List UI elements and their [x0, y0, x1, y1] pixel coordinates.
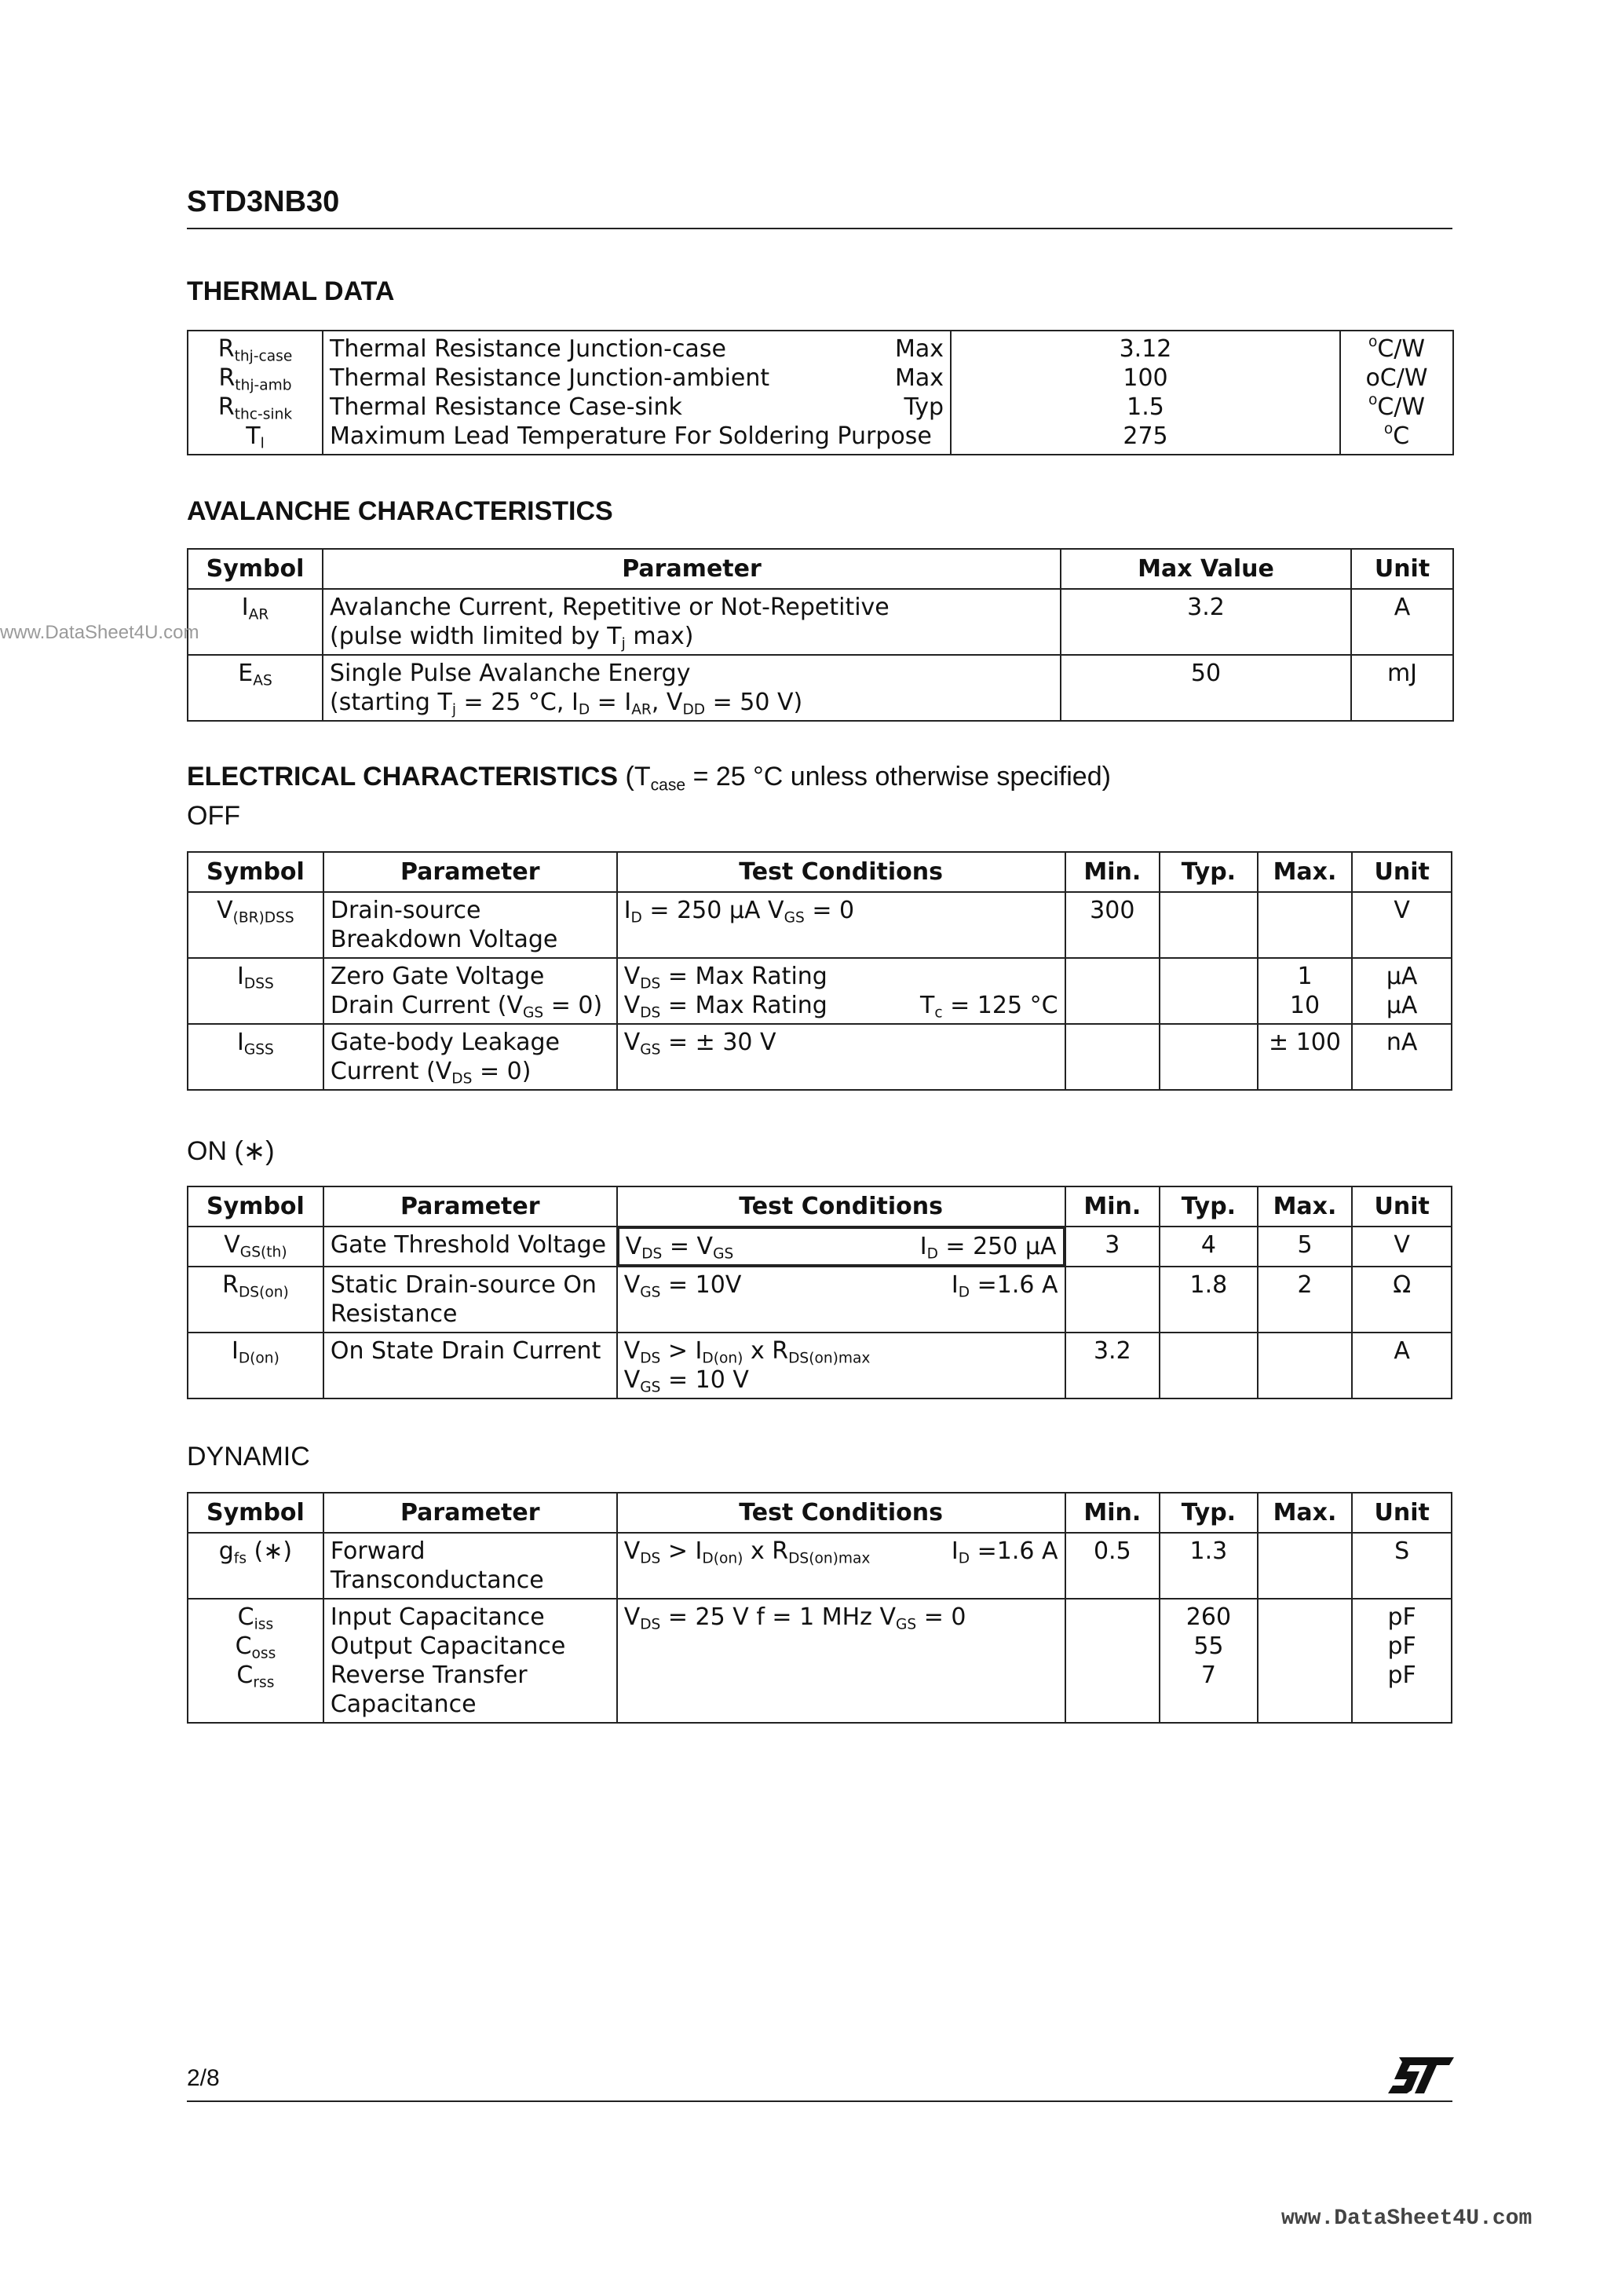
footer-divider [187, 2100, 1452, 2102]
electrical-title: ELECTRICAL CHARACTERISTICS ($T_{case} = 25$ °C unless otherwise specified) [187, 762, 1111, 795]
avalanche-title: AVALANCHE CHARACTERISTICS [187, 496, 613, 526]
dynamic-title: DYNAMIC [187, 1442, 310, 1472]
off-title: OFF [187, 801, 240, 831]
thermal-units-cell: $^o$C/W oC/W $^o$C/W $^o$C [1340, 331, 1453, 455]
table-header-row: Symbol Parameter Max Value Unit [188, 549, 1453, 589]
on-title: ON (∗) [187, 1136, 275, 1166]
header-divider [187, 228, 1452, 229]
thermal-symbols-cell: $R_{thj-case}$ $R_{thj-amb}$ $R_{thc-sink}$ $T_l$ [188, 331, 323, 455]
page-number: 2/8 [187, 2065, 220, 2091]
table-row: $I_{D(on)}$ On State Drain Current $V_{DS} > I_{D(on)}$ x $R_{DS(on)max}$ $V_{GS} = 10$ V 3.2 A [188, 1333, 1452, 1398]
thermal-values-cell: 3.12 100 1.5 275 [951, 331, 1340, 455]
watermark-left: www.DataSheet4U.com [0, 622, 199, 643]
on-table [187, 1186, 1452, 1399]
table-header-row: Symbol Parameter Test Conditions Min. Typ. Max. Unit [188, 852, 1452, 892]
table-row: $I_{GSS}$ Gate-body Leakage Current $(V_{DS} = 0)$ $V_{GS}$ = ± 30 V ± 100 nA [188, 1024, 1452, 1090]
table-row [188, 331, 1453, 455]
electrical-note: ($T_{case} = 25$ °C unless otherwise specified) [625, 762, 1111, 795]
table-row: $I_{AR}$ Avalanche Current, Repetitive or Not-Repetitive (pulse width limited by $T_j$ max) 3.2 A [188, 589, 1453, 655]
table-row: $g_{fs}$ (∗) Forward Transconductance $V_{DS} > I_{D(on)}$ x $R_{DS(on)max}$ $I_D =1.6$ A 0.5 1.3 S [188, 1533, 1452, 1599]
dynamic-table [187, 1492, 1452, 1724]
avalanche-table [187, 548, 1454, 722]
st-logo-icon [1388, 2056, 1454, 2095]
table-header-row: Symbol Parameter Test Conditions Min. Typ. Max. Unit [188, 1186, 1452, 1227]
thermal-data-title: THERMAL DATA [187, 276, 395, 306]
table-row: $E_{AS}$ Single Pulse Avalanche Energy (starting $T_j = 25$ °C, $I_D = I_{AR}$, $V_{DD} = 50$ V) 50 mJ [188, 655, 1453, 721]
table-row: $R_{DS(on)}$ Static Drain-source On Resistance $V_{GS} = 10V$ $I_D =1.6$ A 1.8 2 Ω [188, 1267, 1452, 1333]
document-title: STD3NB30 [187, 185, 340, 218]
table-row: $V_{GS(th)}$ Gate Threshold Voltage $V_{DS} = V_{GS}$ $I_D = 250$ µA 3 4 5 V [188, 1227, 1452, 1267]
table-row: $V_{(BR)DSS}$ Drain-source Breakdown Voltage $I_D = 250$ µA $V_{GS} = 0$ 300 V [188, 892, 1452, 958]
watermark-bottom: www.DataSheet4U.com [1281, 2206, 1532, 2231]
table-header-row: Symbol Parameter Test Conditions Min. Typ. Max. Unit [188, 1493, 1452, 1533]
table-row: $I_{DSS}$ Zero Gate Voltage Drain Current $(V_{GS} = 0)$ $V_{DS}$ = Max Rating $V_{DS}$ = Max Rating $T_c = 125$ °C 1 10 µA µA [188, 958, 1452, 1024]
thermal-params-cell: Thermal Resistance Junction-case Max Thermal Resistance Junction-ambient Max Thermal Resistance Case-sink Typ Maximum Lead Temperature For Soldering Purpose [323, 331, 951, 455]
off-table [187, 851, 1452, 1091]
table-row: $C_{iss}$ $C_{oss}$ $C_{rss}$ Input Capacitance Output Capacitance Reverse Transfer Capacitance $V_{DS} = 25$ V f = 1 MHz $V_{GS} = 0$ 260 55 7 pF pF pF [188, 1599, 1452, 1723]
thermal-data-table [187, 330, 1454, 455]
